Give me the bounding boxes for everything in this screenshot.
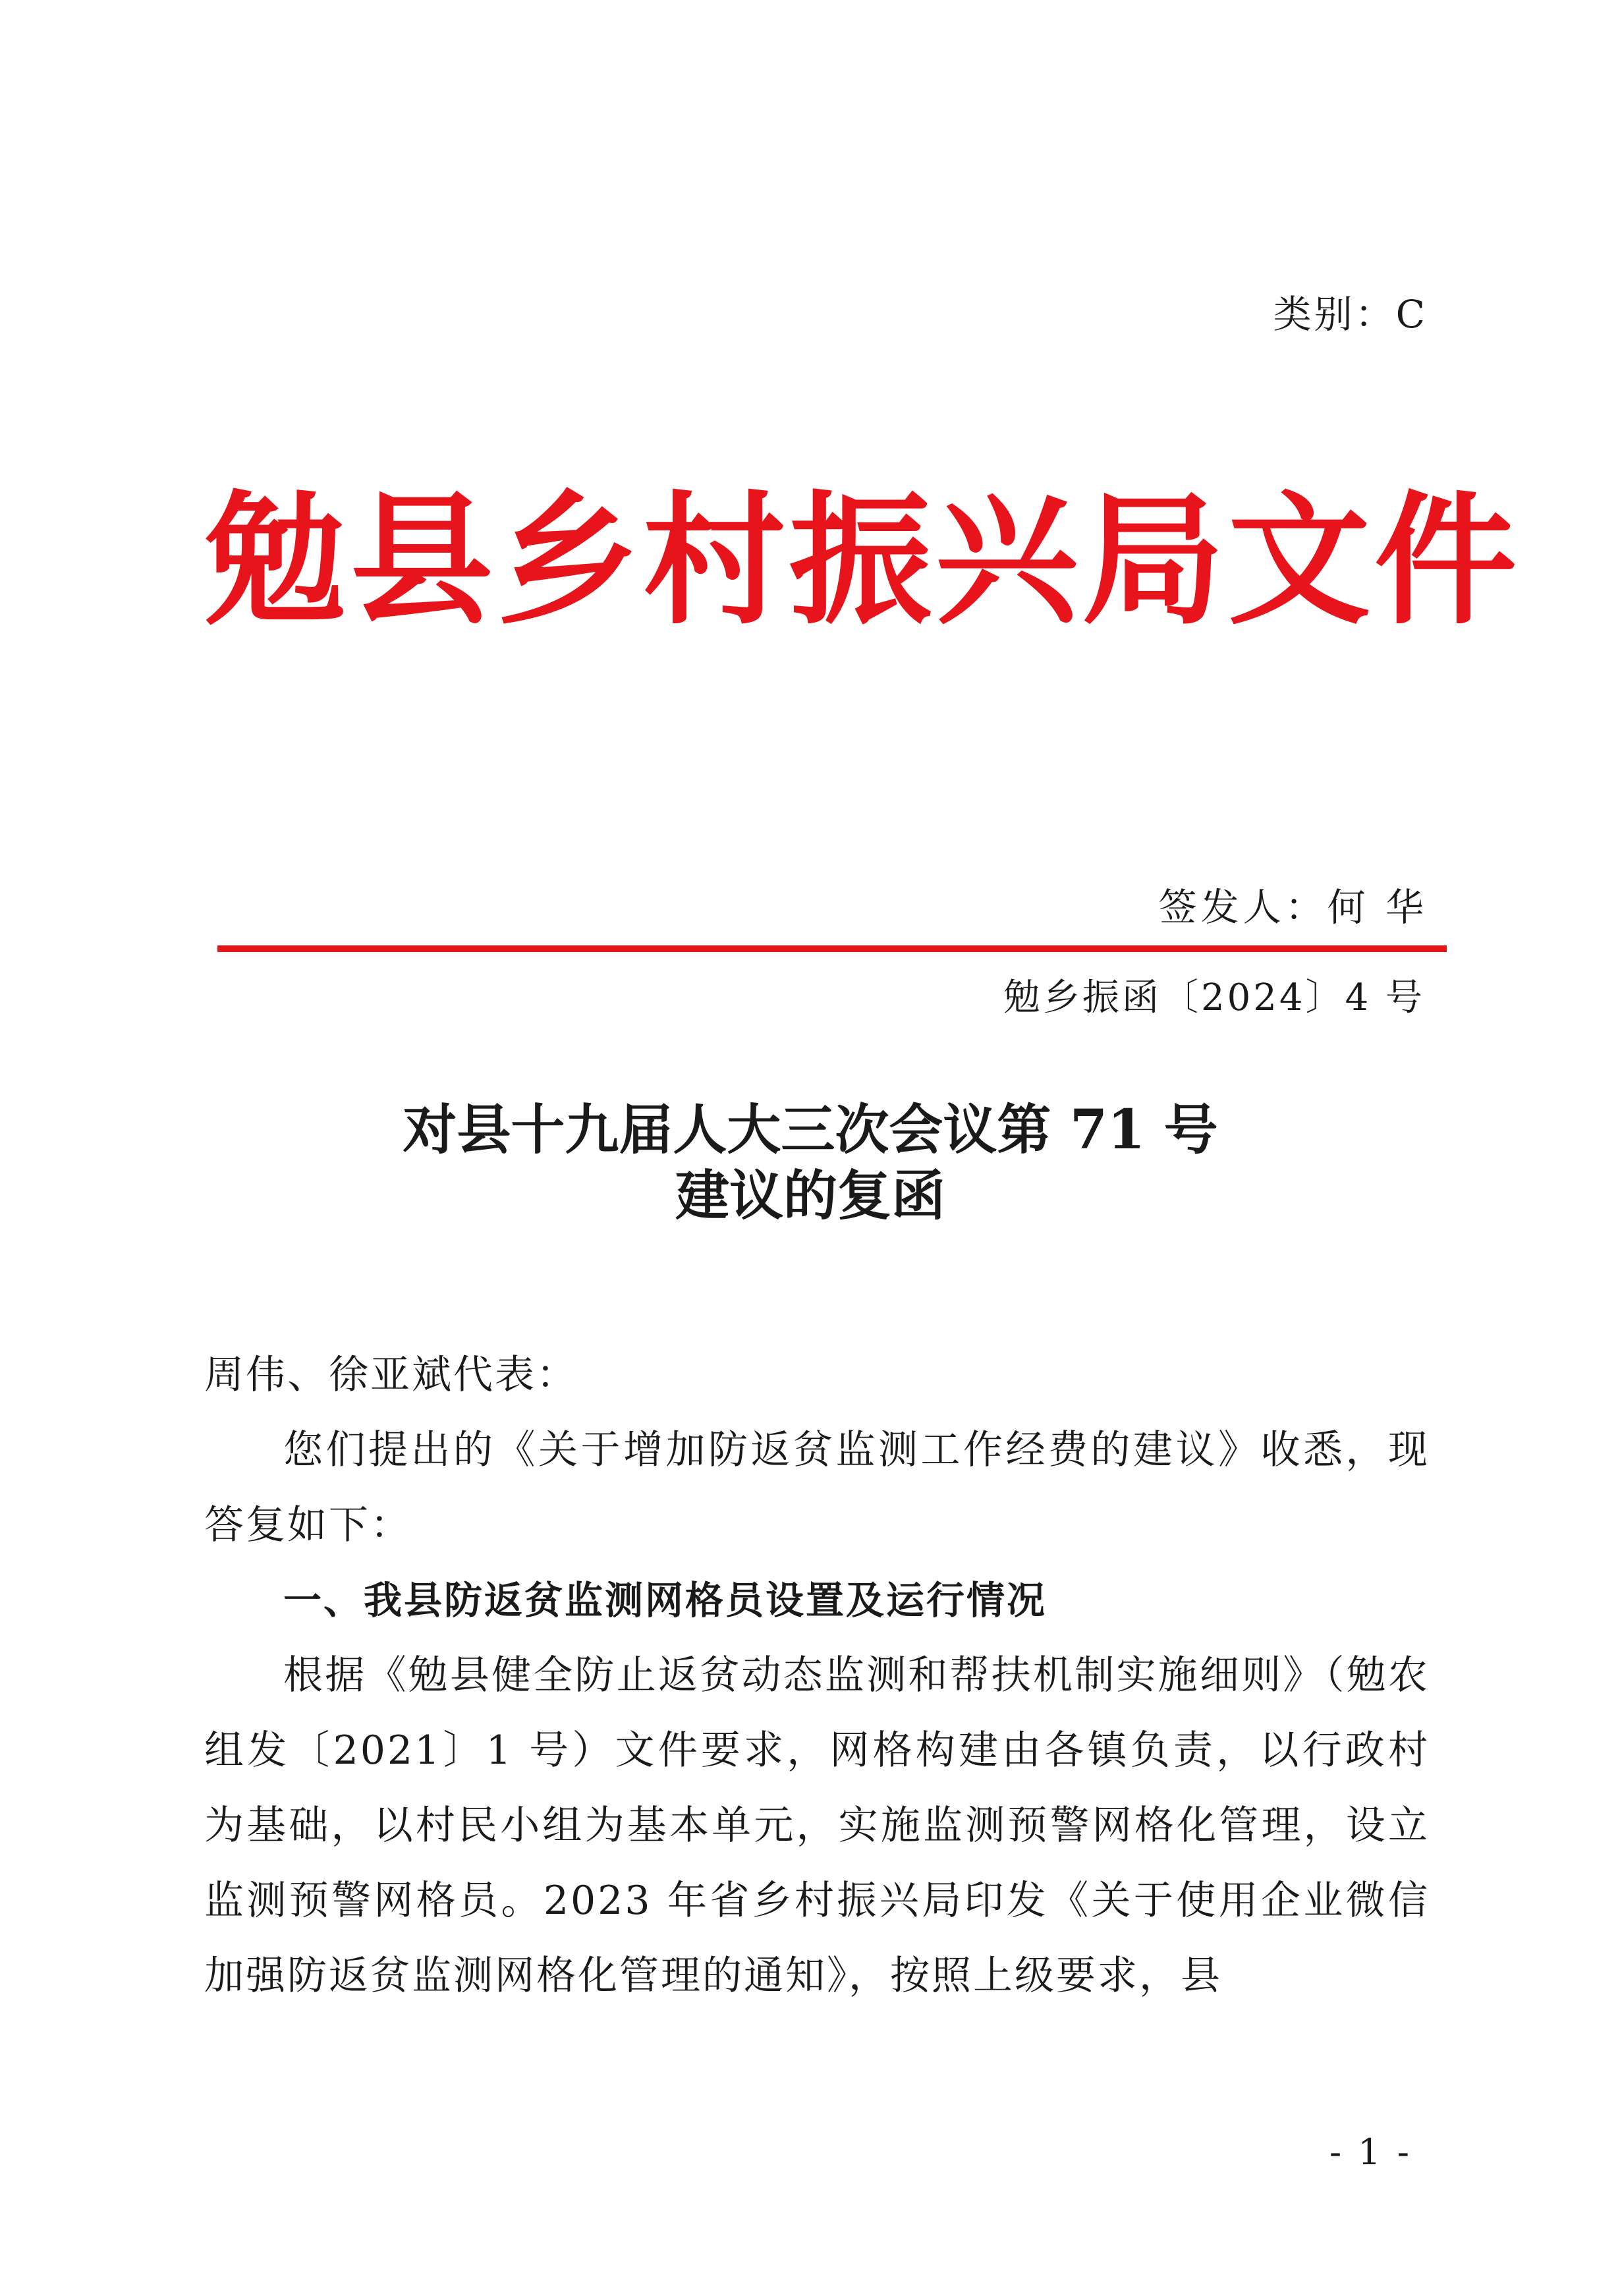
category-label: 类别：C <box>1273 292 1428 337</box>
body-paragraph: 您们提出的《关于增加防返贫监测工作经费的建议》收悉，现答复如下： <box>204 1427 1430 1548</box>
title-line-2: 建议的复函 <box>675 1164 945 1227</box>
document-number: 勉乡振函〔2024〕4 号 <box>1003 976 1425 1019</box>
red-divider-rule <box>217 945 1447 952</box>
document-body <box>204 1337 1430 2013</box>
document-title <box>217 1097 1403 1229</box>
body-paragraph: 根据《勉县健全防止返贫动态监测和帮扶机制实施细则》（勉农组发〔2021〕1 号）文件要求，网格构建由各镇负责，以行政村为基础，以村民小组为基本单元，实施监测预警网格化管理，设立监测预警网格员。2023 年省乡村振兴局印发《关于使用企业微信加强防返贫监测网格化管理的通知》，按照上级要求，县 <box>204 1652 1430 1999</box>
page-number: - 1 - <box>1329 2131 1412 2173</box>
masthead-title: 勉县乡村振兴局文件 <box>204 476 1521 644</box>
signer-line: 签发人：何 华 <box>1158 885 1428 930</box>
salutation: 周伟、徐亚斌代表： <box>204 1352 578 1398</box>
title-line-1: 对县十九届人大三次会议第 71 号 <box>403 1098 1218 1162</box>
section-heading: 一、我县防返贫监测网格员设置及运行情况 <box>283 1578 1047 1623</box>
